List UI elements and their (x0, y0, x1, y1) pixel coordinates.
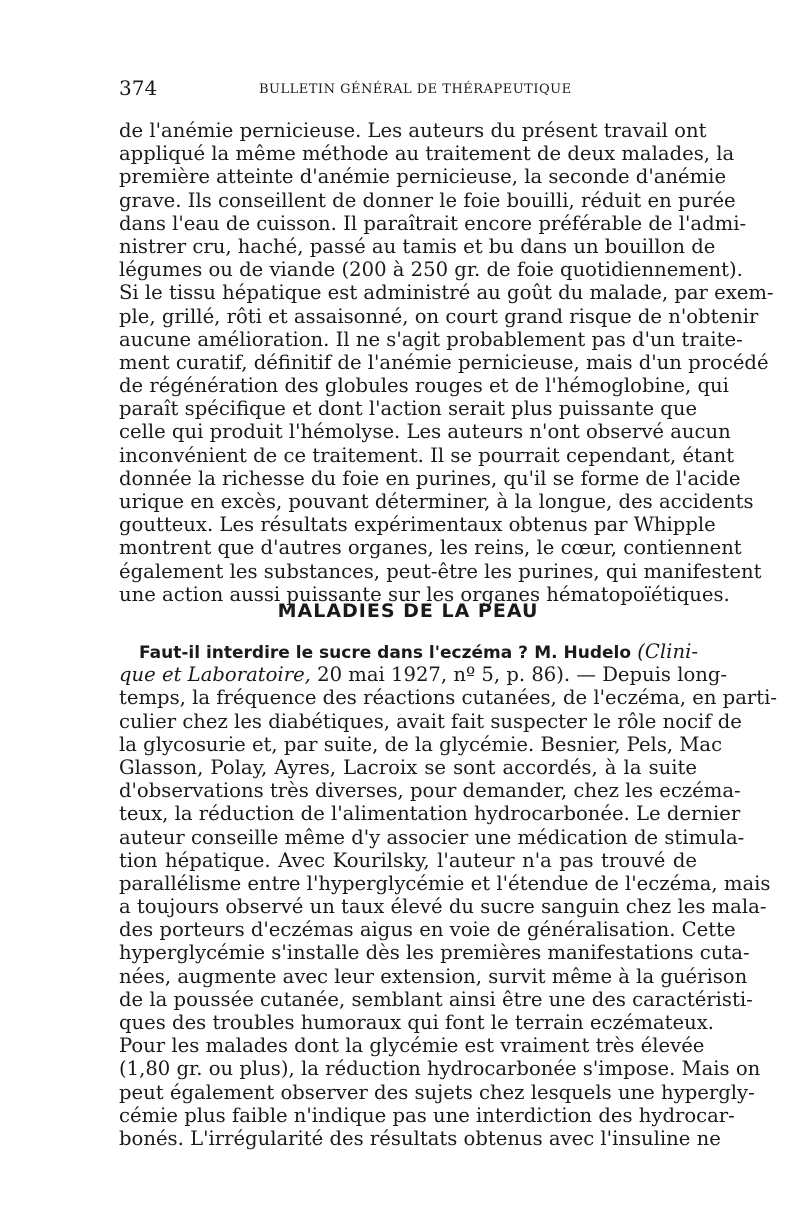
text-line: appliqué la même méthode au traitement de deux malades, la (119, 142, 735, 166)
text-line: bonés. L'irrégularité des résultats obtenus avec l'insuline ne (119, 1126, 721, 1150)
text-line: nées, augmente avec leur extension, survit même à la guérison (119, 964, 748, 988)
text-line: parallélisme entre l'hyperglycémie et l'étendue de l'eczéma, mais (119, 871, 771, 895)
article-title: Faut-il interdire le sucre dans l'eczéma ? (139, 643, 528, 663)
paragraph-eczema-body (119, 686, 778, 1150)
text-line: de la poussée cutanée, semblant ainsi être une des caractéristi- (119, 987, 753, 1011)
text-line: ques des troubles humoraux qui font le terrain eczémateux. (119, 1011, 714, 1034)
section-heading: MALADIES DE LA PEAU (277, 600, 539, 622)
text-line: des porteurs d'eczémas aigus en voie de généralisation. Cette (119, 918, 736, 942)
text-line: première atteinte d'anémie pernicieuse, la seconde d'anémie (119, 165, 727, 189)
text-line: Glasson, Polay, Ayres, Lacroix se sont accordés, à la suite (119, 755, 697, 779)
text-line: hyperglycémie s'installe dès les premières manifestations cuta- (119, 941, 750, 965)
paragraph-eczema (119, 640, 778, 1150)
page-number: 374 (119, 76, 158, 100)
running-head: BULLETIN GÉNÉRAL DE THÉRAPEUTIQUE (259, 82, 572, 97)
text-line: également les substances, peut-être les purines, qui manifestent (119, 559, 762, 583)
text-line: de régénération des globules rouges et de l'hémoglobine, qui (119, 374, 729, 398)
text-line: une action aussi puissante sur les organes hématopoïétiques. (119, 582, 730, 606)
text-line: donnée la richesse du foie en purines, qu'il se forme de l'acide (119, 466, 741, 490)
text-line: montrent que d'autres organes, les reins, le cœur, contiennent (119, 536, 742, 560)
article-citation: 20 mai 1927, nº 5, p. 86). — Depuis long- (310, 663, 728, 687)
citation-line (119, 663, 728, 687)
text-line: temps, la fréquence des réactions cutanées, de l'eczéma, en parti- (119, 686, 778, 710)
text-line: ment curatif, définitif de l'anémie pernicieuse, mais d'un procédé (119, 350, 769, 374)
text-line: inconvénient de ce traitement. Il se pourrait cependant, étant (119, 443, 735, 467)
text-line: a toujours observé un taux élevé du sucre sanguin chez les mala- (119, 895, 767, 919)
text-line: paraît spécifique et dont l'action serait plus puissante que (119, 397, 698, 421)
text-line: tion hépatique. Avec Kourilsky, l'auteur n'a pas trouvé de (119, 848, 697, 872)
text-line: Pour les malades dont la glycémie est vraiment très élevée (119, 1034, 705, 1058)
paragraph-anemie (119, 119, 774, 606)
text-line: d'observations très diverses, pour demander, chez les eczéma- (119, 779, 741, 803)
page-header (119, 76, 699, 104)
article-author: M. Hudelo (534, 643, 632, 663)
text-line: cémie plus faible n'indique pas une interdiction des hydrocar- (119, 1103, 735, 1127)
text-line: Si le tissu hépatique est administré au goût du malade, par exem- (119, 281, 774, 305)
text-line: urique en excès, pouvant déterminer, à la longue, des accidents (119, 490, 754, 513)
text-line: peut également observer des sujets chez lesquels une hypergly- (119, 1080, 755, 1104)
article-title-line (119, 640, 697, 663)
text-line: dans l'eau de cuisson. Il paraîtrait encore préférable de l'admi- (119, 211, 747, 235)
text-line: culier chez les diabétiques, avait fait suspecter le rôle nocif de (119, 709, 742, 733)
text-line: celle qui produit l'hémolyse. Les auteurs n'ont observé aucun (119, 420, 731, 444)
text-line: nistrer cru, haché, passé au tamis et bu dans un bouillon de (119, 234, 716, 258)
text-line: auteur conseille même d'y associer une médication de stimula- (119, 825, 745, 849)
text-line: de l'anémie pernicieuse. Les auteurs du présent travail ont (119, 119, 707, 142)
text-line: la glycosurie et, par suite, de la glycémie. Besnier, Pels, Mac (119, 732, 723, 756)
article-source-journal: que et Laboratoire, (119, 663, 311, 687)
text-line: teux, la réduction de l'alimentation hydrocarbonée. Le dernier (119, 802, 741, 826)
text-line: grave. Ils conseillent de donner le foie bouilli, réduit en purée (119, 188, 736, 212)
text-line: aucune amélioration. Il ne s'agit probablement pas d'un traite- (119, 327, 743, 351)
article-source-open: (Clini- (637, 640, 698, 663)
text-line: (1,80 gr. ou plus), la réduction hydrocarbonée s'impose. Mais on (119, 1057, 761, 1081)
text-line: ple, grillé, rôti et assaisonné, on court grand risque de n'obtenir (119, 304, 759, 328)
text-line: goutteux. Les résultats expérimentaux obtenus par Whipple (119, 513, 716, 537)
text-line: légumes ou de viande (200 à 250 gr. de foie quotidiennement). (119, 258, 743, 282)
